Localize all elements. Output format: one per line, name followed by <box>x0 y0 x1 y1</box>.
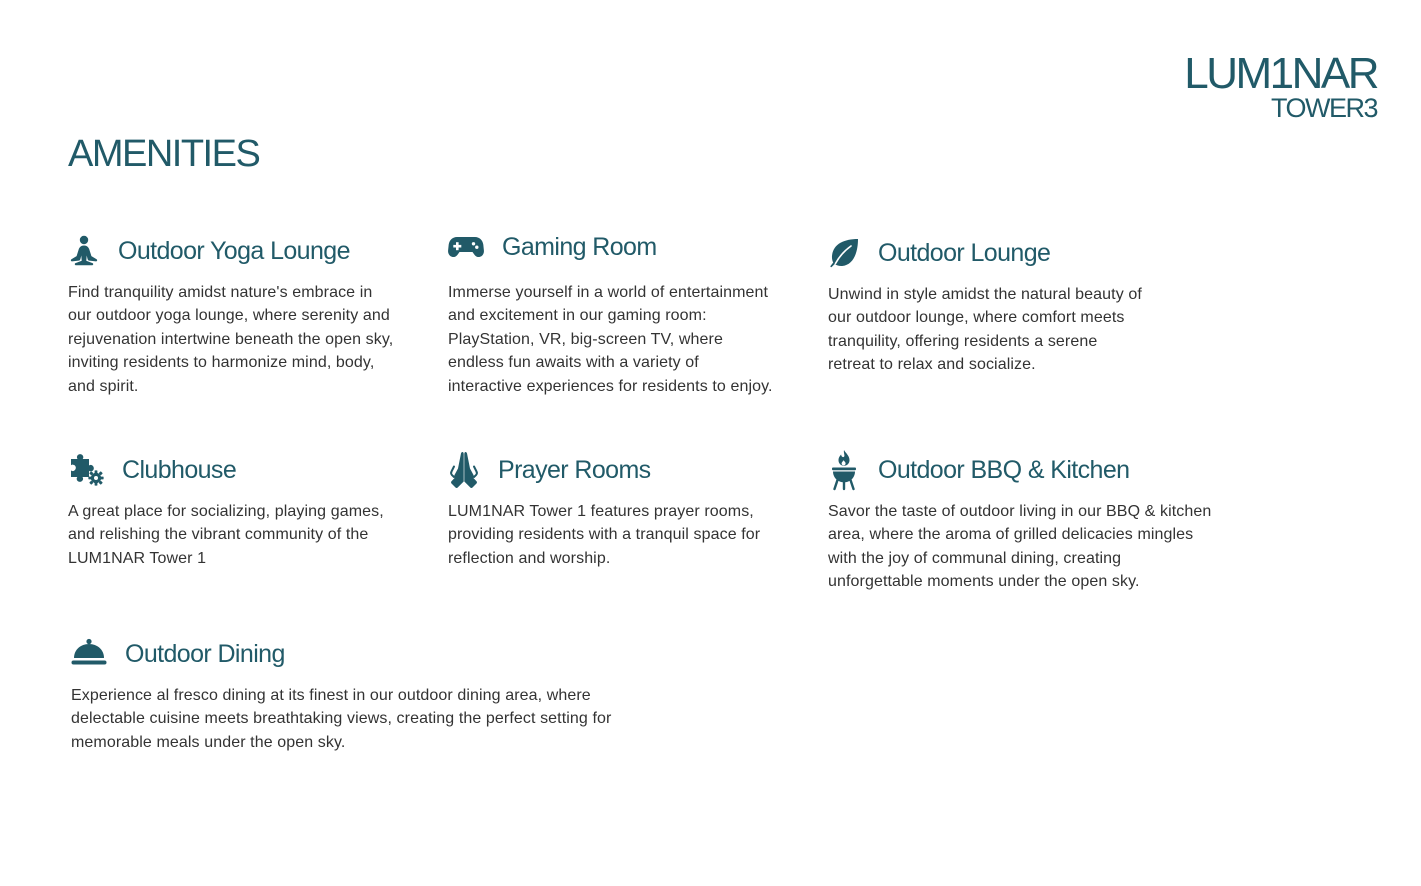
amenity-card <box>68 450 388 570</box>
brand-name: LUM1NAR <box>1184 49 1377 98</box>
amenity-description: Experience al fresco dining at its finest in our outdoor dining area, where delectable cuisine meets breathtaking views, creating the perfect setting for memorable meals under the open sky. <box>71 687 612 751</box>
amenity-card <box>448 450 778 570</box>
amenity-description: Unwind in style amidst the natural beauty of our outdoor lounge, where comfort meets tranquility, offering residents a serene retreat to relax and socialize. <box>828 286 1142 374</box>
leaf-icon <box>828 236 860 270</box>
amenity-card <box>828 233 1148 377</box>
brand-logo <box>1184 49 1377 123</box>
amenity-description: Savor the taste of outdoor living in our BBQ & kitchen area, where the aroma of grilled delicacies mingles with the joy of communal dining, creating unforgettable moments under the open sky. <box>828 503 1212 591</box>
praying-hands-icon <box>448 450 480 490</box>
page-title: AMENITIES <box>68 133 260 175</box>
amenity-card <box>71 634 661 754</box>
amenity-description: Find tranquility amidst nature's embrace in our outdoor yoga lounge, where serenity and rejuvenation intertwine beneath the open sky, inviting residents to harmonize mind, body, and spirit. <box>68 284 394 395</box>
amenity-card <box>68 231 398 398</box>
amenity-title: Outdoor Dining <box>125 639 285 668</box>
yoga-icon <box>68 234 100 268</box>
amenity-description: A great place for socializing, playing games, and relishing the vibrant community of the LUM1NAR Tower 1 <box>68 503 384 567</box>
amenity-title: Outdoor BBQ & Kitchen <box>878 455 1130 484</box>
amenity-description: LUM1NAR Tower 1 features prayer rooms, providing residents with a tranquil space for reflection and worship. <box>448 503 761 567</box>
gamepad-icon <box>448 230 484 264</box>
amenity-card <box>448 227 776 398</box>
brand-subtitle: TOWER3 <box>1270 93 1377 123</box>
bbq-grill-icon <box>828 449 860 491</box>
amenity-description: Immerse yourself in a world of entertainment and excitement in our gaming room: PlayStation, VR, big-screen TV, where endless fun awaits with a variety of interactive experiences for residents to enjoy. <box>448 284 773 395</box>
amenity-title: Outdoor Lounge <box>878 238 1051 267</box>
amenity-title: Outdoor Yoga Lounge <box>118 236 350 265</box>
cloche-icon <box>71 637 107 671</box>
puzzle-gears-icon <box>68 453 104 487</box>
amenity-card <box>828 450 1218 594</box>
amenity-title: Prayer Rooms <box>498 455 651 484</box>
amenity-title: Clubhouse <box>122 455 237 484</box>
amenity-title: Gaming Room <box>502 232 657 261</box>
